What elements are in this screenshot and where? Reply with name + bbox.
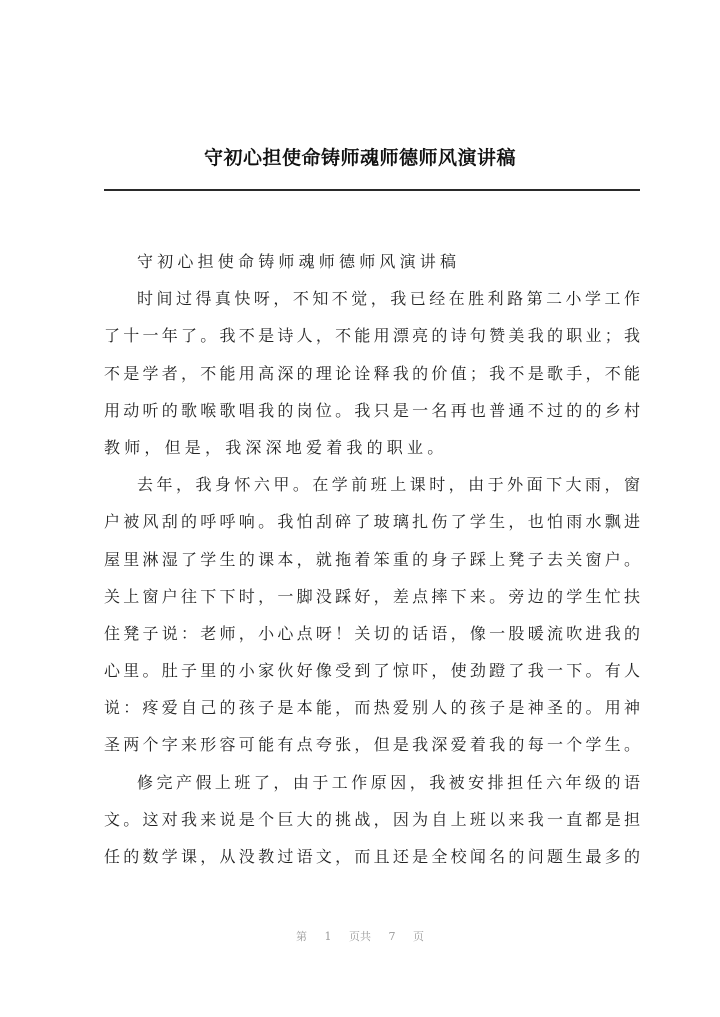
title-divider (104, 189, 640, 191)
page-footer (0, 928, 720, 944)
footer-prefix: 第 (296, 930, 307, 943)
footer-middle: 页共 (349, 930, 371, 943)
current-page-number: 1 (324, 930, 332, 943)
total-pages-number: 7 (388, 930, 396, 943)
body-line: 圣两个字来形容可能有点夸张，但是我深爱着我的每一个学生。 (104, 735, 640, 755)
footer-suffix: 页 (413, 930, 424, 943)
document-body (104, 243, 640, 875)
body-line: 屋里淋湿了学生的课本，就拖着笨重的身子踩上凳子去关窗户。 (104, 549, 640, 569)
body-line: 心里。肚子里的小家伙好像受到了惊吓，使劲蹬了我一下。有人 (104, 661, 640, 681)
body-line: 文。这对我来说是个巨大的挑战，因为自上班以来我一直都是担 (104, 809, 640, 829)
body-line: 住凳子说：老师，小心点呀！关切的话语，像一股暖流吹进我的 (104, 623, 640, 643)
body-line: 不是学者，不能用高深的理论诠释我的价值；我不是歌手，不能 (104, 363, 640, 383)
body-line: 时间过得真快呀，不知不觉，我已经在胜利路第二小学工作 (137, 289, 640, 309)
body-line: 了十一年了。我不是诗人，不能用漂亮的诗句赞美我的职业；我 (104, 326, 640, 346)
document-title: 守初心担使命铸师魂师德师风演讲稿 (203, 147, 516, 169)
body-line: 去年，我身怀六甲。在学前班上课时，由于外面下大雨，窗 (137, 475, 640, 495)
body-line: 说：疼爱自己的孩子是本能，而热爱别人的孩子是神圣的。用神 (104, 698, 640, 718)
body-line: 关上窗户往下下时，一脚没踩好，差点摔下来。旁边的学生忙扶 (104, 586, 640, 606)
body-line: 修完产假上班了，由于工作原因，我被安排担任六年级的语 (137, 772, 640, 792)
body-line: 教师，但是，我深深地爱着我的职业。 (104, 437, 448, 457)
body-line: 任的数学课，从没教过语文，而且还是全校闻名的问题生最多的 (104, 847, 640, 866)
body-line: 守初心担使命铸师魂师德师风演讲稿 (137, 252, 461, 271)
body-line: 用动听的歌喉歌唱我的岗位。我只是一名再也普通不过的的乡村 (104, 400, 640, 420)
body-line: 户被风刮的呼呼响。我怕刮碎了玻璃扎伤了学生，也怕雨水飘进 (104, 512, 640, 532)
